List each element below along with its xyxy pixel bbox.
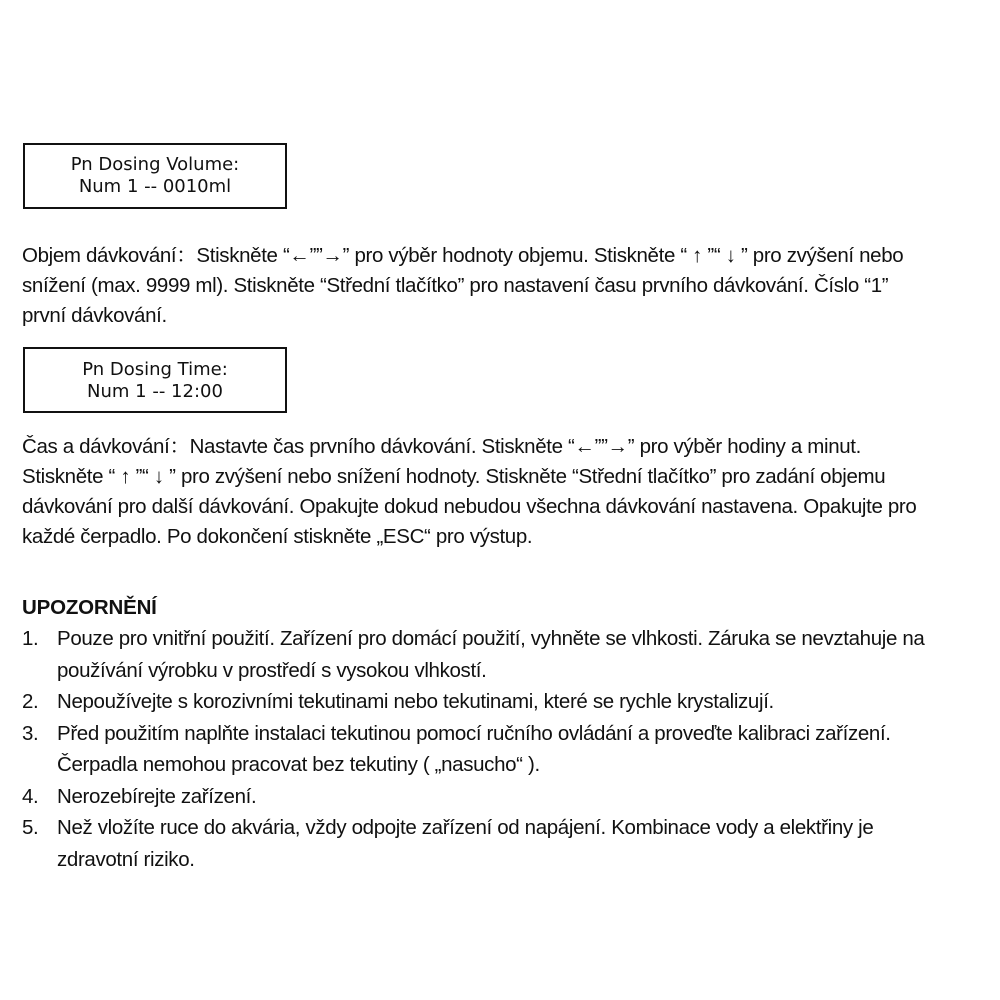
warning-item (22, 718, 997, 781)
warning-item-line: Nerozebírejte zařízení. (57, 784, 257, 808)
warning-item-line: Před použitím naplňte instalaci tekutinou pomocí ručního ovládání a proveďte kalibraci zařízení. (57, 721, 891, 745)
warning-item-line: zdravotní riziko. (57, 847, 195, 871)
lcd-line-2: Num 1 -- 0010ml (78, 176, 232, 197)
warning-item-line: Než vložíte ruce do akvária, vždy odpojte zařízení od napájení. Kombinace vody a elektřiny je (57, 816, 874, 839)
paragraph-line: dávkování pro další dávkování. Opakujte dokud nebudou všechna dávkování nastavena. Opakujte pro (22, 495, 917, 518)
lcd-line-2: Num 1 -- 12:00 (87, 381, 223, 402)
warning-item-line: Nepoužívejte s korozivními tekutinami nebo tekutinami, které se rychle krystalizují. (57, 690, 774, 713)
warning-item-line: Pouze pro vnitřní použití. Zařízení pro domácí použití, vyhněte se vlhkosti. Záruka se nevztahuje na (57, 627, 925, 650)
paragraph-dosing-time (22, 432, 997, 552)
warning-list (22, 623, 997, 875)
warning-item-line: Čerpadla nemohou pracovat bez tekutiny ( „nasucho“ ). (57, 753, 540, 776)
warning-heading: UPOZORNĚNÍ (22, 596, 157, 619)
lcd-display-dosing-volume (23, 143, 287, 209)
warning-item (22, 781, 997, 813)
paragraph-line: snížení (max. 9999 ml). Stiskněte “Střední tlačítko” pro nastavení času prvního dávkování. Číslo “1” (22, 274, 889, 297)
lcd-display-dosing-time (23, 347, 287, 413)
warning-item-line: používání výrobku v prostředí s vysokou vlhkostí. (57, 658, 487, 682)
warning-item-number: 1. (22, 627, 39, 650)
warning-item (22, 686, 997, 718)
paragraph-line: Objem dávkování：Stiskněte “←””→” pro výběr hodnoty objemu. Stiskněte “ ↑ ”“ ↓ ” pro zvýšení nebo (22, 244, 904, 267)
paragraph-dosing-volume (22, 241, 997, 331)
warning-item-number: 3. (22, 721, 39, 745)
warning-item (22, 812, 997, 875)
lcd-line-1: Pn Dosing Time: (82, 359, 228, 380)
lcd-line-1: Pn Dosing Volume: (70, 154, 240, 175)
warning-item (22, 623, 997, 686)
warning-item-number: 5. (22, 816, 39, 839)
paragraph-line: každé čerpadlo. Po dokončení stiskněte „ESC“ pro výstup. (22, 525, 533, 548)
warning-item-number: 2. (22, 690, 39, 713)
paragraph-line: Stiskněte “ ↑ ”“ ↓ ” pro zvýšení nebo snížení hodnoty. Stiskněte “Střední tlačítko” pro zadání objemu (22, 465, 886, 488)
warning-item-number: 4. (22, 784, 39, 808)
paragraph-line: první dávkování. (22, 304, 167, 327)
paragraph-line: Čas a dávkování：Nastavte čas prvního dávkování. Stiskněte “←””→” pro výběr hodiny a minut. (22, 435, 862, 458)
